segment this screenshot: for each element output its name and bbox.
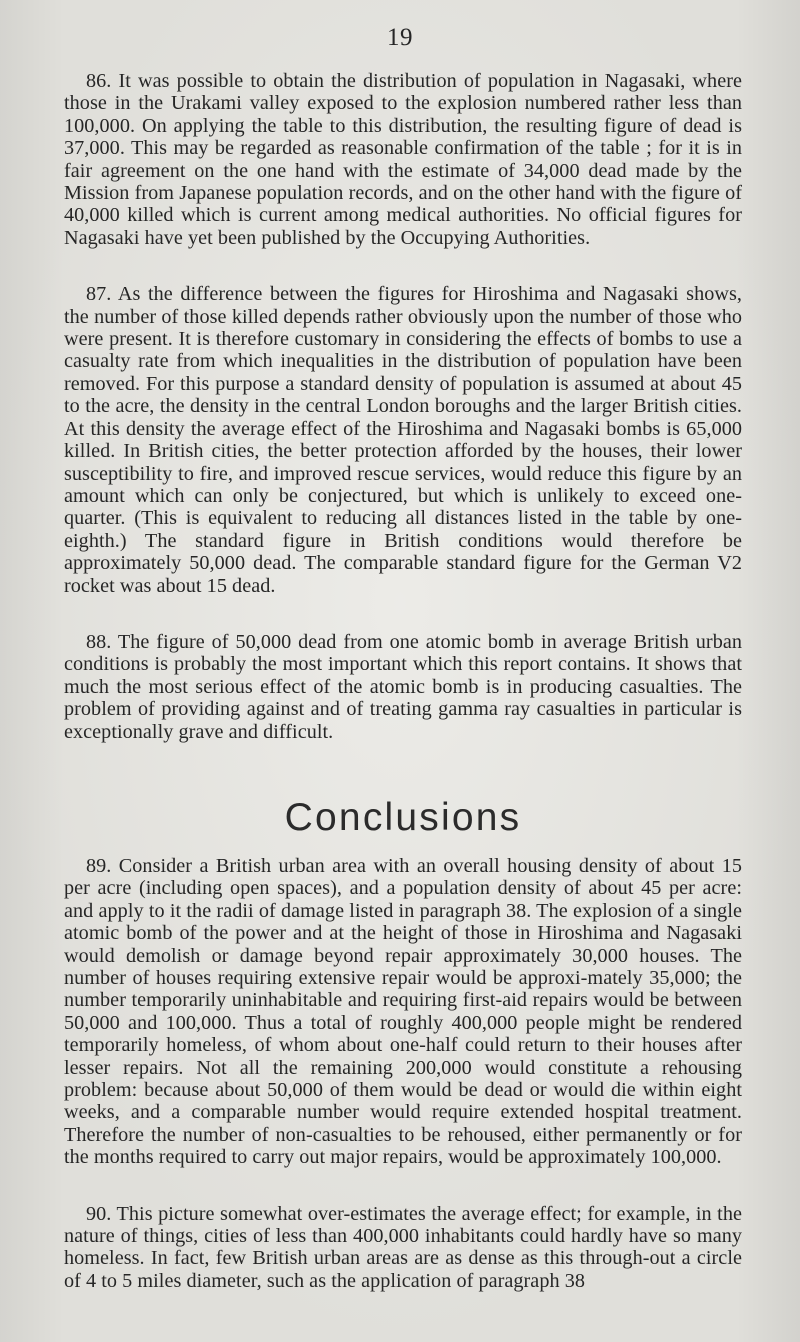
paragraph-87: 87. As the difference between the figures for Hiroshima and Nagasaki shows, the number of those killed depends rather obviously upon the number of those who were present. It is therefore customary in considering the effects of bombs to use a casualty rate from which inequalities in the distribution of population have been removed. For this purpose a standard density of population is assumed at about 45 to the acre, the density in the central London boroughs and the larger British cities. At this density the average effect of the Hiroshima and Nagasaki bombs is 65,000 killed. In British cities, the better protection afforded by the houses, their lower susceptibility to fire, and improved rescue services, would reduce this figure by an amount which can only be conjectured, but which is unlikely to exceed one-quarter. (This is equivalent to reducing all distances listed in the table by one-eighth.) The standard figure in British conditions would therefore be approximately 50,000 dead. The comparable standard figure for the German V2 rocket was about 15 dead. (64, 283, 742, 597)
page-number: 19 (387, 24, 413, 51)
paragraph-86: 86. It was possible to obtain the distribution of population in Nagasaki, where those in the Urakami valley exposed to the explosion numbered rather less than 100,000. On applying the table to this distribution, the resulting figure of dead is 37,000. This may be regarded as reasonable confirmation of the table ; for it is in fair agreement on the one hand with the estimate of 34,000 dead made by the Mission from Japanese population records, and on the other hand with the figure of 40,000 killed which is current among medical authorities. No official figures for Nagasaki have yet been published by the Occupying Authorities. (64, 70, 742, 249)
paragraph-88: 88. The figure of 50,000 dead from one atomic bomb in average British urban conditions is probably the most important which this report contains. It shows that much the most serious effect of the atomic bomb is in producing casualties. The problem of providing against and of treating gamma ray casualties in particular is exceptionally grave and difficult. (64, 630, 742, 743)
document-body (64, 70, 742, 1292)
paragraph-89: 89. Consider a British urban area with an overall housing density of about 15 per acre (including open spaces), and a population density of about 45 per acre: and apply to it the radii of damage listed in paragraph 38. The explosion of a single atomic bomb of the power and at the height of those in Hiroshima and Nagasaki would demolish or damage beyond repair approximately 30,000 houses. The number of houses requiring extensive repair would be approxi-mately 35,000; the number temporarily uninhabitable and requiring first-aid repairs would be between 50,000 and 100,000. Thus a total of roughly 400,000 people might be rendered temporarily homeless, of whom about one-half could return to their houses after lesser repairs. Not all the remaining 200,000 would constitute a rehousing problem: because about 50,000 of them would be dead or would die within eight weeks, and a comparable number would require extended hospital treatment. Therefore the number of non-casualties to be rehoused, either permanently or for the months required to carry out major repairs, would be approximately 100,000. (64, 854, 742, 1169)
conclusions-heading: Conclusions (284, 795, 522, 839)
paragraph-90: 90. This picture somewhat over-estimates the average effect; for example, in the nature of things, cities of less than 400,000 inhabitants could hardly have so many homeless. In fact, few British urban areas are as dense as this through-out a circle of 4 to 5 miles diameter, such as the application of paragraph 38 (64, 1202, 742, 1292)
